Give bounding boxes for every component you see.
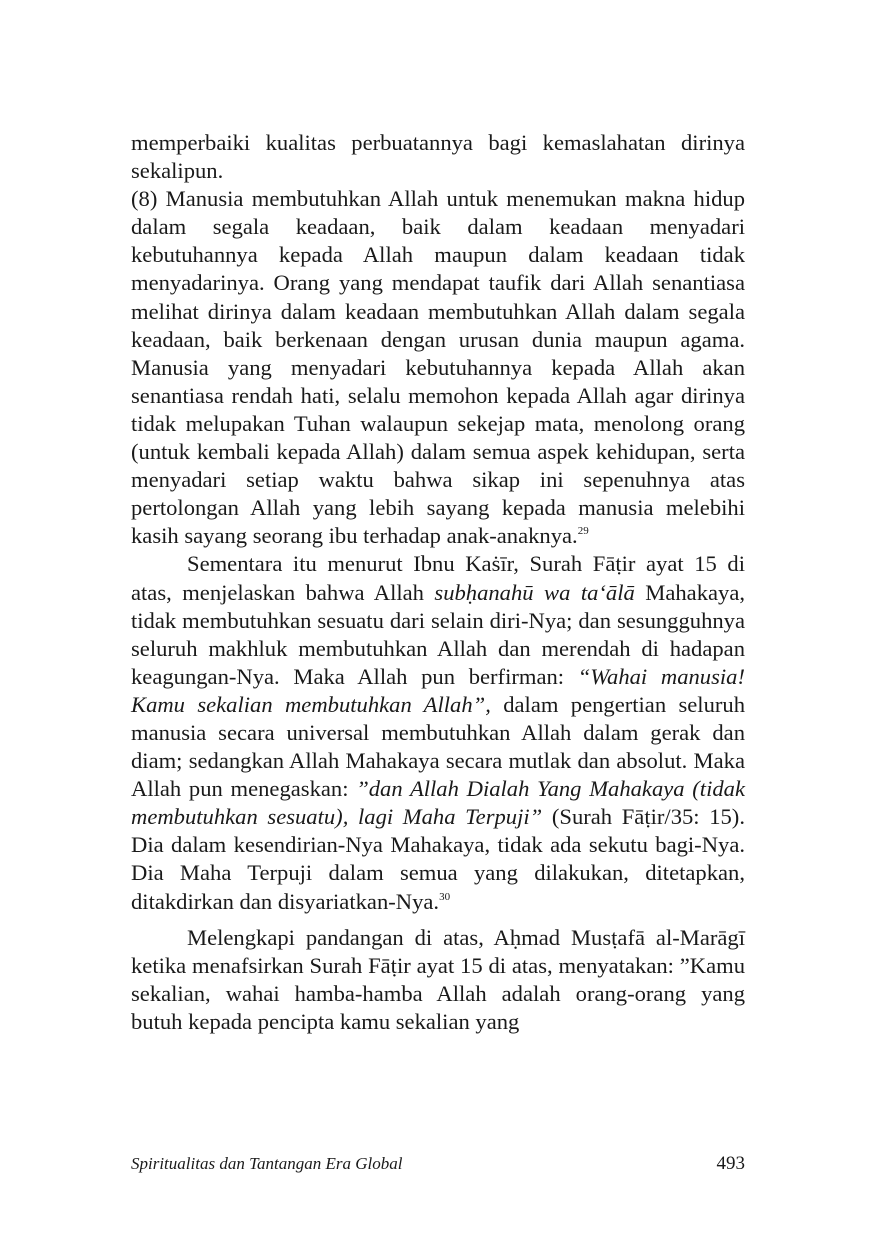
footnote-ref-30[interactable]: 30 bbox=[439, 890, 451, 903]
quran-quote-1: “Wahai manusia! Kamu sekalian membutuhkan Allah”, bbox=[131, 663, 745, 717]
footnote-ref-29[interactable]: 29 bbox=[577, 525, 589, 538]
text-run: (Surah Fāṭir/35: 15). Dia dalam kesendirian-Nya Mahakaya, tidak ada sekutu bagi-Nya. Dia Maha Terpuji dalam semua yang dilakukan, ditetapkan, ditakdirkan dan disyariatkan-Nya. bbox=[131, 804, 745, 914]
running-title: Spiritualitas dan Tantangan Era Global bbox=[131, 1154, 403, 1173]
italic-text-run: subḥanahū wa ta‘ālā bbox=[434, 579, 635, 605]
paragraph-continuation: memperbaiki kualitas perbuatannya bagi kemaslahatan dirinya sekalipun. bbox=[131, 130, 745, 184]
paragraph-ibnu-kasir bbox=[131, 550, 745, 915]
paragraph-point-8 bbox=[131, 185, 745, 550]
page-number: 493 bbox=[716, 1153, 745, 1174]
page-body bbox=[131, 129, 745, 1036]
quran-quote-2: ”dan Allah Dialah Yang Mahakaya (tidak membutuhkan sesuatu), lagi Maha Terpuji” bbox=[131, 776, 745, 830]
paragraph-al-maragi: Melengkapi pandangan di atas, Aḥmad Musṭafā al-Marāgī ketika menafsirkan Surah Fāṭir ayat 15 di atas, menyatakan: ”Kamu sekalian, wahai hamba-hamba Allah adalah orang-orang yang butuh kepada pencipta kamu sekalian yang bbox=[131, 924, 745, 1034]
text-run: dalam pengertian seluruh manusia secara universal membutuhkan Allah dalam gerak dan diam; sedangkan Allah Mahakaya secara mutlak dan absolut. Maka Allah pun menegaskan: bbox=[131, 691, 745, 802]
page-footer bbox=[131, 1153, 745, 1175]
text-run: Sementara itu menurut Ibnu Kaṡīr, Surah Fāṭir ayat 15 di atas, menjelaskan bahwa Allah bbox=[131, 551, 745, 605]
paragraph-point-8-text: (8) Manusia membutuhkan Allah untuk menemukan makna hidup dalam segala keadaan, baik dalam keadaan menyadari kebutuhannya kepada Allah maupun dalam keadaan tidak menyadarinya. Orang yang mendapat taufik dari Allah senantiasa melihat dirinya dalam keadaan membutuhkan Allah dalam segala keadaan, baik berkenaan dengan urusan dunia maupun agama. Manusia yang menyadari kebutuhannya kepada Allah akan senantiasa rendah hati, selalu memohon kepada Allah agar dirinya tidak melupakan Tuhan walaupun sekejap mata, menolong orang (untuk kembali kepada Allah) dalam semua aspek kehidupan, serta menyadari setiap waktu bahwa sikap ini sepenuhnya atas pertolongan Allah yang lebih sayang kepada manusia melebihi kasih sayang seorang ibu terhadap anak-anaknya. bbox=[131, 186, 745, 549]
text-run: Mahakaya, tidak membutuhkan sesuatu dari selain diri-Nya; dan sesungguhnya seluruh makhluk membutuhkan Allah dan merendah di hadapan keagungan-Nya. Maka Allah pun berfirman: bbox=[131, 579, 745, 689]
